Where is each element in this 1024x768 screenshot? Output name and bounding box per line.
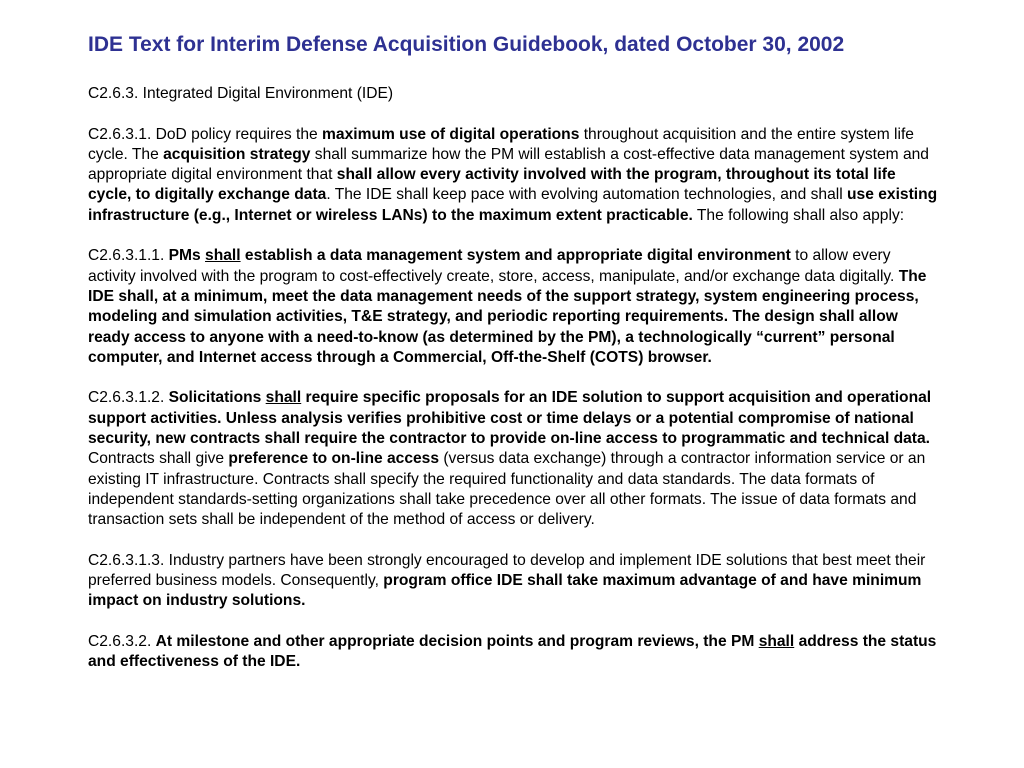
text-span: C2.6.3.1.3. Industry partners have been strongly encouraged to develop and implement IDE solutions that best meet their preferred business models. Consequently,: [88, 551, 926, 590]
document-title: IDE Text for Interim Defense Acquisition Guidebook, dated October 30, 2002: [88, 33, 845, 56]
text-span: The following shall also apply:: [692, 206, 905, 224]
text-span: . The IDE shall keep pace with evolving automation technologies, and shall: [326, 186, 848, 204]
paragraph-c2-6-3-1: [88, 125, 938, 226]
underlined-bold-text-span: shall: [758, 633, 795, 651]
bold-text-span: At milestone and other appropriate decision points and program reviews, the PM: [155, 633, 759, 651]
bold-text-span: shall allow every activity involved with the program, throughout its total life cycle, to digitally exchange data: [88, 166, 896, 204]
bold-text-span: acquisition strategy: [163, 145, 311, 163]
bold-text-span: use existing infrastructure (e.g., Internet or wireless LANs) to the maximum extent practicable.: [88, 186, 938, 224]
paragraph-c2-6-3-1-2: [88, 388, 938, 530]
text-span: Contracts shall give: [88, 450, 229, 468]
underlined-bold-text-span: shall: [205, 247, 241, 265]
bold-text-span: preference to on-line access: [228, 450, 440, 468]
text-span: C2.6.3.1.1.: [88, 247, 169, 265]
bold-text-span: program office IDE shall take maximum advantage of and have minimum impact on industry solutions.: [88, 572, 922, 610]
bold-text-span: maximum use of digital operations: [322, 125, 580, 143]
text-span: shall summarize how the PM will establish a cost-effective data management system and appropriate digital environment that: [88, 145, 929, 184]
paragraph-c2-6-3-1-1: [88, 246, 938, 368]
bold-text-span: Solicitations: [168, 389, 266, 407]
section-heading: C2.6.3. Integrated Digital Environment (IDE): [88, 85, 394, 102]
paragraph-c2-6-3-1-3: [88, 551, 938, 612]
text-span: to allow every activity involved with the program to cost-effectively create, store, access, manipulate, and/or exchange data digitally.: [88, 247, 899, 285]
underlined-bold-text-span: shall: [265, 389, 302, 407]
text-span: throughout acquisition and the entire system life cycle. The: [88, 125, 914, 163]
paragraph-c2-6-3-2: [88, 632, 938, 673]
text-span: (versus data exchange) through a contractor information service or an existing IT infrastructure. Contracts shall specify the required functionality and data standards. The data formats of independent standards-setting organizations shall take precedence over all other formats. The issue of data formats and transaction sets shall be independent of the method of access or delivery.: [88, 450, 926, 529]
bold-text-span: establish a data management system and appropriate digital environment: [240, 247, 791, 265]
bold-text-span: The IDE shall, at a minimum, meet the data management needs of the support strategy, system engineering process, modeling and simulation activities, T&E strategy, and periodic reporting requirements. The design shall allow ready access to anyone with a need-to-know (as determined by the PM), a technologically “current” personal computer, and Internet access through a Commercial, Off-the-Shelf (COTS) browser.: [88, 267, 927, 366]
text-span: C2.6.3.2.: [88, 633, 156, 651]
document-page: [88, 32, 938, 673]
bold-text-span: PMs: [168, 247, 206, 265]
bold-text-span: address the status and effectiveness of the IDE.: [88, 633, 937, 671]
bold-text-span: require specific proposals for an IDE solution to support acquisition and operational support activities. Unless analysis verifies prohibitive cost or time delays or a potential compromise of national security, new contracts shall require the contractor to provide on-line access to programmatic and technical data.: [88, 389, 932, 448]
text-span: C2.6.3.1. DoD policy requires the: [88, 125, 323, 143]
text-span: C2.6.3.1.2.: [88, 389, 169, 407]
